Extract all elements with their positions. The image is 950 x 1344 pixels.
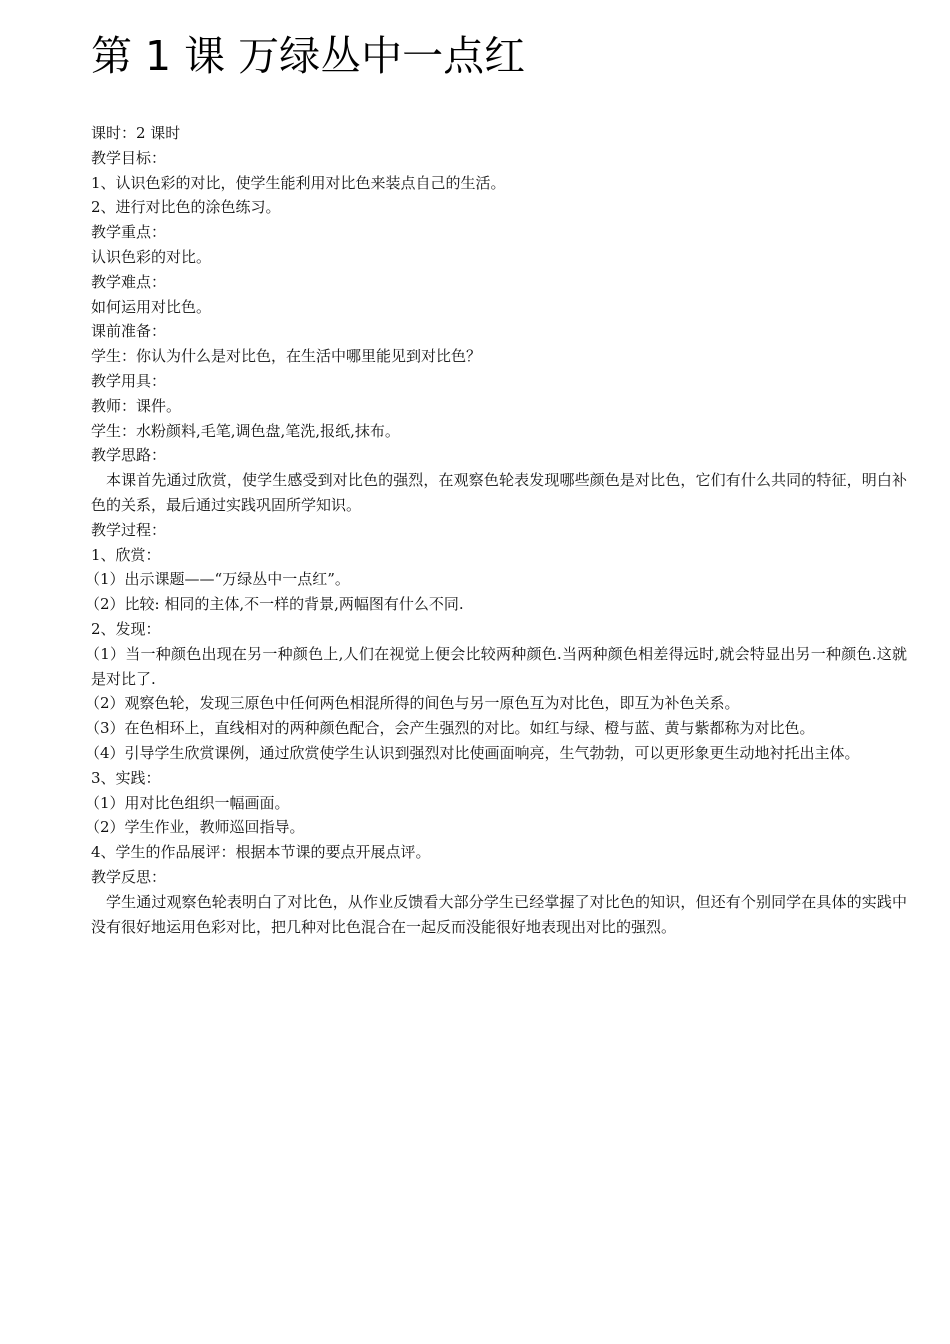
goals-heading: 教学目标： — [91, 148, 167, 167]
teaching-idea-text: 本课首先通过欣赏，使学生感受到对比色的强烈，在观察色轮表发现哪些颜色是对比色，它们有什么共同的特征，明白补色的关系，最后通过实践巩固所学知识。 — [91, 471, 907, 514]
process-heading: 教学过程： — [91, 520, 167, 539]
difficulty-heading: 教学难点： — [91, 272, 167, 291]
key-point-text: 认识色彩的对比。 — [91, 247, 212, 266]
preparation-text: 学生：你认为什么是对比色，在生活中哪里能见到对比色？ — [91, 347, 482, 366]
process-substep: （2）观察色轮，发现三原色中任何两色相混所得的间色与另一原色互为对比色，即互为补色关系。 — [85, 694, 740, 713]
process-substep: （1）当一种颜色出现在另一种颜色上,人们在视觉上便会比较两种颜色.当两种颜色相差得远时,就会特显出另一种颜色.这就是对比了. — [85, 644, 907, 688]
reflection-text: 学生通过观察色轮表明白了对比色，从作业反馈看大部分学生已经掌握了对比色的知识，但还有个别同学在具体的实践中没有很好地运用色彩对比，把几种对比色混合在一起反而没能很好地表现出对比的强烈。 — [91, 892, 907, 936]
goal-item: 2、进行对比色的涂色练习。 — [91, 198, 281, 217]
key-point-heading: 教学重点： — [91, 223, 167, 242]
lesson-title: 第 1 课 万绿丛中一点红 — [91, 32, 526, 80]
process-substep: （2）比较: 相同的主体,不一样的背景,两幅图有什么不同. — [85, 595, 464, 614]
process-step: 1、欣赏： — [91, 545, 161, 564]
tools-teacher: 教师：课件。 — [91, 396, 182, 415]
preparation-heading: 课前准备： — [91, 322, 167, 341]
reflection-heading: 教学反思： — [91, 867, 167, 886]
process-substep: （4）引导学生欣赏课例，通过欣赏使学生认识到强烈对比使画面响亮，生气勃勃，可以更形象更生动地衬托出主体。 — [85, 743, 860, 762]
teaching-idea-heading: 教学思路： — [91, 446, 167, 465]
process-step: 4、学生的作品展评：根据本节课的要点开展点评。 — [91, 843, 431, 862]
tools-heading: 教学用具： — [91, 371, 167, 390]
process-step: 3、实践： — [91, 768, 161, 787]
tools-student: 学生：水粉颜料,毛笔,调色盘,笔洗,报纸,抹布。 — [91, 421, 400, 440]
process-substep: （1）用对比色组织一幅画面。 — [85, 793, 290, 812]
class-period: 课时：2 课时 — [91, 124, 181, 142]
process-step: 2、发现： — [91, 619, 161, 638]
document-page — [85, 0, 907, 939]
process-substep: （3）在色相环上，直线相对的两种颜色配合，会产生强烈的对比。如红与绿、橙与蓝、黄与紫都称为对比色。 — [85, 719, 815, 738]
goal-item: 1、认识色彩的对比，使学生能利用对比色来装点自己的生活。 — [91, 173, 506, 192]
process-substep: （2）学生作业，教师巡回指导。 — [85, 818, 305, 837]
process-substep: （1）出示课题——“万绿丛中一点红”。 — [85, 570, 350, 589]
lesson-body — [85, 121, 907, 939]
difficulty-text: 如何运用对比色。 — [91, 297, 212, 316]
